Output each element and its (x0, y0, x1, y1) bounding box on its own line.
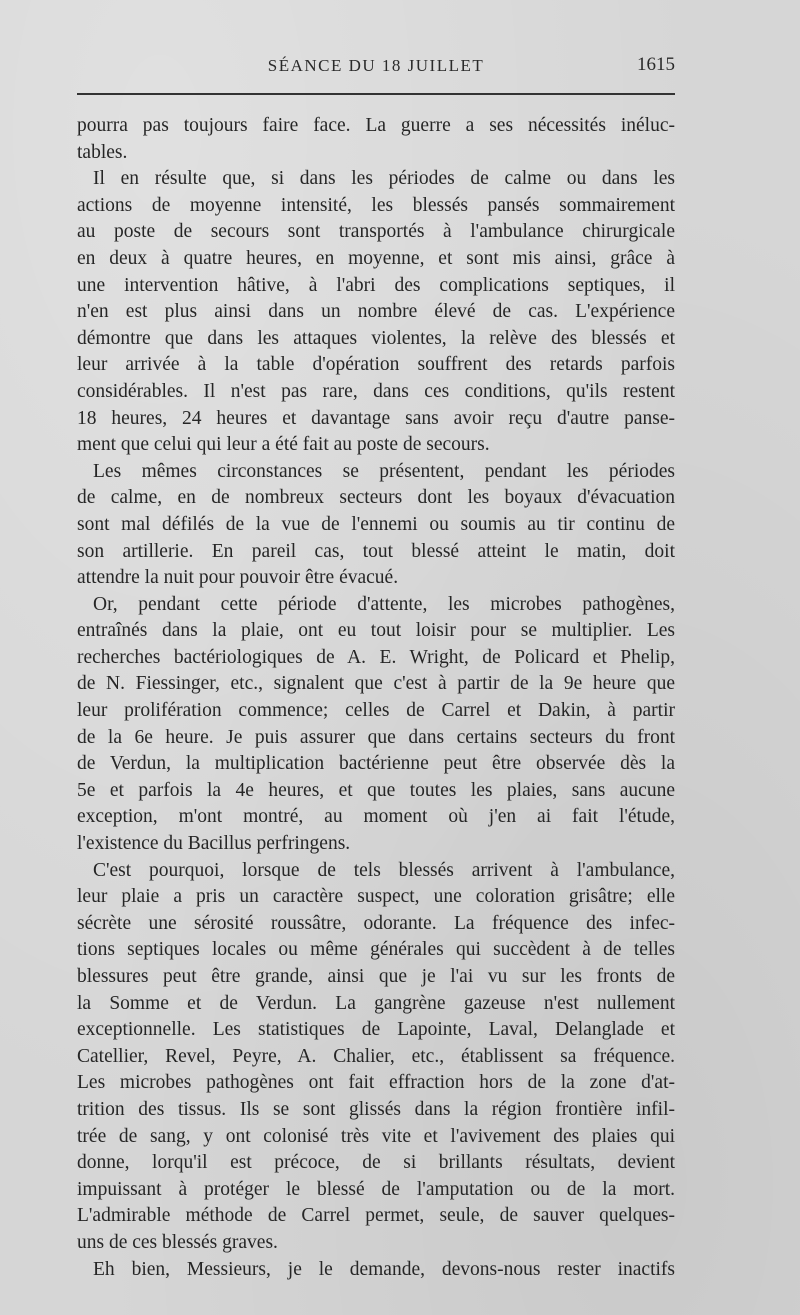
text-line: pourra pas toujours faire face. La guerre a ses nécessités inéluc- (77, 115, 675, 136)
text-line: de la 6e heure. Je puis assurer que dans certains secteurs du front (77, 726, 675, 748)
running-head (77, 52, 675, 82)
page-number: 1615 (637, 54, 675, 75)
text-line: uns de ces blessés graves. (77, 1231, 278, 1253)
header-rule (77, 93, 675, 95)
text-line: trée de sang, y ont colonisé très vite et l'avivement des plaies qui (77, 1125, 675, 1147)
text-line: C'est pourquoi, lorsque de tels blessés arrivent à l'ambulance, (93, 859, 675, 881)
text-line: son artillerie. En pareil cas, tout blessé atteint le matin, doit (77, 540, 675, 562)
text-line: ment que celui qui leur a été fait au poste de secours. (77, 434, 490, 456)
text-line: leur arrivée à la table d'opération souffrent des retards parfois (77, 354, 675, 376)
text-line: 5e et parfois la 4e heures, et que toutes les plaies, sans aucune (77, 779, 675, 801)
text-line: considérables. Il n'est pas rare, dans ces conditions, qu'ils restent (77, 380, 675, 402)
running-head-title: SÉANCE DU 18 JUILLET (267, 56, 485, 75)
text-line: Les microbes pathogènes ont fait effraction hors de la zone d'at- (77, 1072, 675, 1094)
text-line: donne, lorqu'il est précoce, de si brillants résultats, devient (77, 1152, 675, 1174)
text-line: l'existence du Bacillus perfringens. (77, 833, 351, 855)
text-line: leur plaie a pris un caractère suspect, une coloration grisâtre; elle (77, 886, 675, 908)
text-line: leur prolifération commence; celles de Carrel et Dakin, à partir (77, 700, 675, 722)
text-line: Catellier, Revel, Peyre, A. Chalier, etc., établissent sa fréquence. (77, 1045, 675, 1067)
text-line: de N. Fiessinger, etc., signalent que c'est à partir de la 9e heure que (77, 673, 675, 695)
text-line: n'en est plus ainsi dans un nombre élevé de cas. L'expérience (77, 301, 675, 323)
text-line: Il en résulte que, si dans les périodes de calme ou dans les (93, 168, 675, 190)
text-line: sécrète une sérosité roussâtre, odorante. La fréquence des infec- (77, 912, 675, 934)
text-line: entraînés dans la plaie, ont eu tout loisir pour se multiplier. Les (77, 620, 675, 642)
text-line: attendre la nuit pour pouvoir être évacué. (77, 567, 399, 589)
text-line: Or, pendant cette période d'attente, les microbes pathogènes, (93, 593, 675, 615)
text-line: actions de moyenne intensité, les blessés pansés sommairement (77, 194, 675, 216)
text-line: blessures peut être grande, ainsi que je l'ai vu sur les fronts de (77, 966, 675, 987)
text-line: 18 heures, 24 heures et davantage sans avoir reçu d'autre panse- (77, 407, 675, 429)
body-text (77, 113, 675, 1283)
text-line: exception, m'ont montré, au moment où j'en ai fait l'étude, (77, 806, 675, 828)
text-line: une intervention hâtive, à l'abri des complications septiques, il (77, 274, 675, 296)
text-line: de Verdun, la multiplication bactérienne peut être observée dès la (77, 753, 675, 775)
text-line: en deux à quatre heures, en moyenne, et sont mis ainsi, grâce à (77, 247, 675, 269)
text-line: au poste de secours sont transportés à l'ambulance chirurgicale (77, 221, 675, 243)
text-line: de calme, en de nombreux secteurs dont les boyaux d'évacuation (77, 487, 675, 509)
text-line: trition des tissus. Ils se sont glissés dans la région frontière infil- (77, 1098, 675, 1120)
text-line: exceptionnelle. Les statistiques de Lapointe, Laval, Delanglade et (77, 1019, 675, 1041)
text-line: tions septiques locales ou même générales qui succèdent à de telles (77, 939, 675, 961)
text-line: la Somme et de Verdun. La gangrène gazeuse n'est nullement (77, 992, 675, 1014)
text-line: impuissant à protéger le blessé de l'amputation ou de la mort. (77, 1178, 675, 1200)
text-line: démontre que dans les attaques violentes, la relève des blessés et (77, 327, 675, 349)
text-line: recherches bactériologiques de A. E. Wright, de Policard et Phelip, (77, 646, 675, 668)
text-line: sont mal défilés de la vue de l'ennemi ou soumis au tir continu de (77, 513, 675, 535)
text-line: tables. (77, 141, 128, 163)
text-line: Les mêmes circonstances se présentent, pendant les périodes (93, 460, 675, 482)
text-line: L'admirable méthode de Carrel permet, seule, de sauver quelques- (77, 1205, 675, 1227)
text-line: Eh bien, Messieurs, je le demande, devons-nous rester inactifs (93, 1258, 675, 1280)
